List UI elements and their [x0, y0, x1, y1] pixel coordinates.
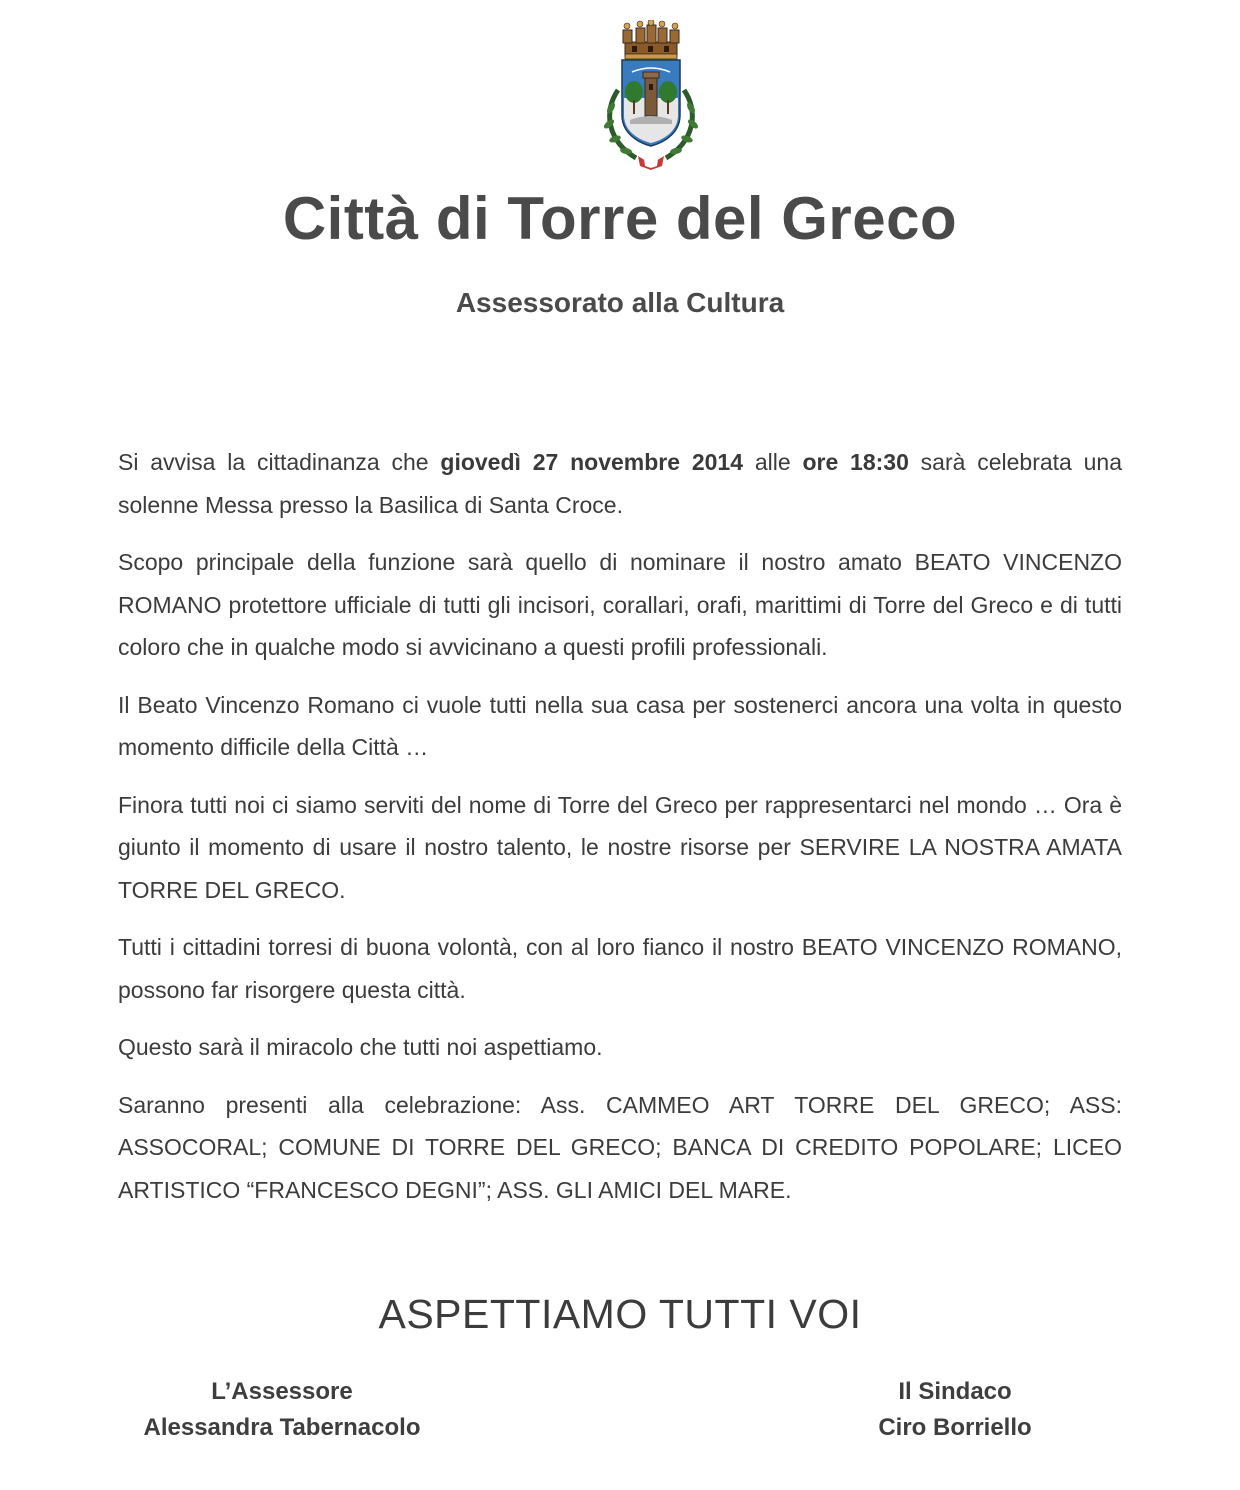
- signature-name: Alessandra Tabernacolo: [143, 1414, 421, 1441]
- paragraph-announcement: [118, 441, 1122, 526]
- event-date: giovedì 27 novembre 2014: [440, 449, 744, 475]
- signature-role: Il Sindaco: [898, 1378, 1012, 1405]
- announcement-text-2: alle: [743, 449, 803, 475]
- page-title: Città di Torre del Greco: [282, 185, 958, 252]
- announcement-text-1: Si avvisa la cittadinanza che: [118, 449, 441, 475]
- paragraph-purpose: Scopo principale della funzione sarà quello di nominare il nostro amato BEATO VINCENZO ROMANO protettore ufficiale di tutti gli incisori, corallari, orafi, marittimi di Torre del Greco e di tutti coloro che in qualche modo si avvicinano a questi profili professionali.: [118, 549, 1122, 660]
- paragraph-citizens: Tutti i cittadini torresi di buona volontà, con al loro fianco il nostro BEATO VINCENZO ROMANO, possono far risorgere questa città.: [118, 934, 1122, 1003]
- signature-assessore: [112, 1374, 452, 1446]
- coat-of-arms-icon: [596, 20, 706, 172]
- paragraph-beato: Il Beato Vincenzo Romano ci vuole tutti nella sua casa per sostenerci ancora una volta in questo momento difficile della Città …: [118, 691, 1122, 760]
- paragraph-talent: Finora tutti noi ci siamo serviti del nome di Torre del Greco per rappresentarci nel mondo … Ora è giunto il momento di usare il nostro talento, le nostre risorse per SERVIRE LA NOSTRA AMATA TORRE DEL GRECO.: [118, 791, 1122, 903]
- paragraph-miracle: Questo sarà il miracolo che tutti noi aspettiamo.: [118, 1034, 603, 1060]
- signature-name: Ciro Borriello: [878, 1414, 1032, 1441]
- signature-sindaco: [790, 1374, 1120, 1446]
- announcement-text-3: sarà celebrata una solenne Messa presso la Basilica di Santa Croce.: [118, 449, 1123, 518]
- signature-role: L’Assessore: [211, 1378, 353, 1405]
- event-time: ore 18:30: [802, 449, 909, 475]
- notice-body: [118, 441, 1122, 1226]
- paragraph-attendees: Saranno presenti alla celebrazione: Ass. CAMMEO ART TORRE DEL GRECO; ASS: ASSOCORAL; COMUNE DI TORRE DEL GRECO; BANCA DI CREDITO POPOLARE; LICEO ARTISTICO “FRANCESCO DEGNI”; ASS. GLI AMICI DEL MARE.: [118, 1091, 1122, 1203]
- closing-line: ASPETTIAMO TUTTI VOI: [378, 1291, 862, 1337]
- page-subtitle: Assessorato alla Cultura: [455, 287, 785, 318]
